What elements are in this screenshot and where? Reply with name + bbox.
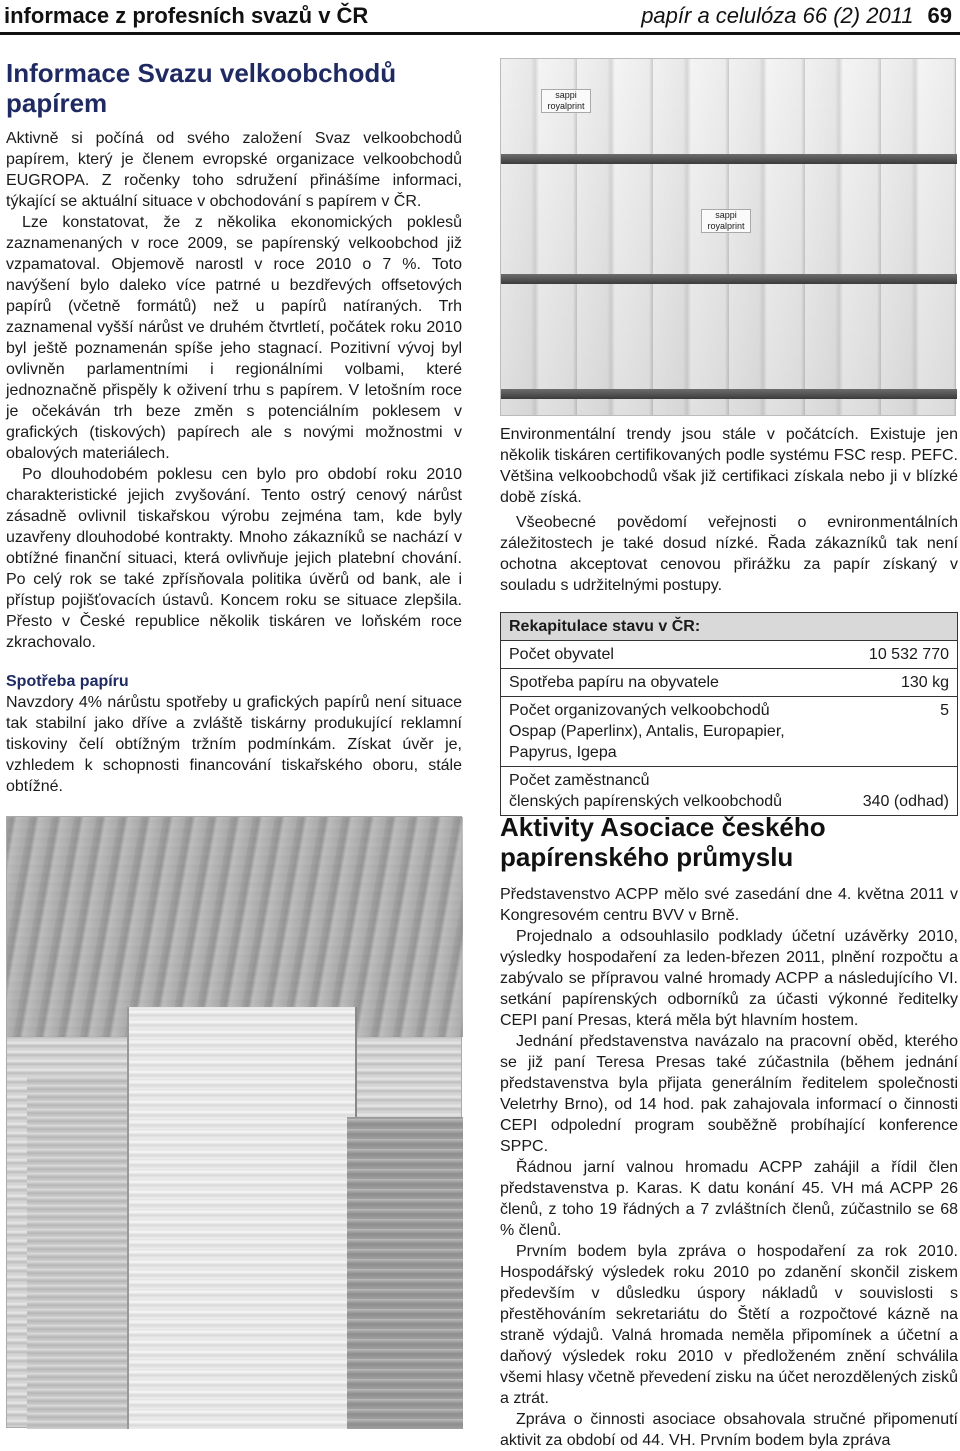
row-value: 5 bbox=[855, 697, 958, 767]
subheading: Spotřeba papíru bbox=[6, 673, 129, 690]
article-acpp bbox=[500, 812, 958, 1451]
table-row bbox=[501, 767, 958, 816]
row-label: Počet obyvatel bbox=[501, 641, 855, 669]
paragraph: Lze konstatovat, že z několika ekonomických poklesů zaznamenaných v roce 2009, se papírenský velkoobchod již vzpamatoval. Objemově narostl v roce 2010 o 7 %. Toto navýšení bylo daleko více patrné u bezdřevých offsetových papírů (včetně formátů) než u papírů natíraných. Trh zaznamenal vyšší nárůst ve druhém čtvrtletí, počátek roku 2010 byl ještě poznamenán spíše jeho stagnací. Pozitivní vývoj byl ovlivněn parlamentními i regionálními volbami, které jednoznačně přispěly k oživení trhu s papírem. V letošním roce je očekáván trh beze změn s potenciálním poklesem v grafických (tiskových) papírech ale s novými možnostmi v obalových materiálech. bbox=[6, 214, 462, 462]
table-row bbox=[501, 697, 958, 767]
paragraph: Po dlouhodobém poklesu cen bylo pro období roku 2010 charakteristické jejich zvyšování. Tento ostrý cenový nárůst zásadně ovlivnil tiskařskou výrobu zejména tam, kde byly uzavřeny dlouhodobé kontrakty. Mnoho zákazníků se nachází v obtížné finanční situaci, která ovlivňuje jejich platební chování. Po celý rok se také zpřísňovala politika úvěrů od bank, ale i přístup pojišťovacích ústavů. Koncem roku se situace zlepšila. Přesto v České republice několik tiskáren ve loňském roce zkrachovalo. bbox=[6, 466, 462, 651]
product-label: sappi royalprint bbox=[701, 209, 751, 233]
table-row bbox=[501, 641, 958, 669]
paragraph: Představenstvo ACPP mělo své zasedání dne 4. května 2011 v Kongresovém centru BVV v Brně. bbox=[500, 886, 958, 924]
product-label: sappi royalprint bbox=[541, 89, 591, 113]
recap-table bbox=[500, 612, 958, 816]
shelf-beam bbox=[501, 389, 957, 399]
shelf-beam bbox=[501, 154, 957, 164]
row-value: 340 (odhad) bbox=[855, 767, 958, 816]
paper-pallet bbox=[347, 1117, 463, 1429]
paper-stack bbox=[27, 1077, 137, 1429]
paper-stack bbox=[127, 1007, 357, 1429]
article-svaz bbox=[6, 58, 462, 797]
row-label bbox=[501, 767, 855, 816]
paragraph: Aktivně si počíná od svého založení Svaz velkoobchodů papírem, který je členem evropské organizace velkoobchodů EUGROPA. Z ročenky toho sdružení přinášíme informaci, týkající se aktuální situace v obchodování s papírem v ČR. bbox=[6, 130, 462, 210]
paragraph: Prvním bodem byla zpráva o hospodaření za rok 2010. Hospodářský výsledek roku 2010 po zdanění skončil ziskem především v důsledku úspory nákladů v souvislosti s přestěhováním sekretariátu do Štětí a rozpočtové kázně na straně výdajů. Valná hromada neměla připomínek a účetní a daňový výsledek roku 2010 v předloženém znění schválila všemi hlasy včetně převedení zisku na účet nerozdělených zisků a ztrát. bbox=[500, 1243, 959, 1407]
paragraph: Jednání představenstva navázalo na pracovní oběd, kterého se již paní Teresa Presas také zúčastnila (během jednání představenstva byla přijata generálním ředitelem společnosti Veletrhy Brno), od 14 hod. pak zahajovala informací o činnosti CEPI odpolední program souběžně probíhající konference SPPC. bbox=[500, 1033, 958, 1155]
paragraph: Řádnou jarní valnou hromadu ACPP zahájil a řídil člen představenstva p. Karas. K datu konání 45. VH má ACPP 26 členů, z toho 19 řádných a 7 zvláštních členů, zúčastnilo se 68 % členů. bbox=[500, 1159, 958, 1239]
row-label bbox=[501, 697, 855, 767]
header-divider bbox=[0, 32, 960, 35]
table-row bbox=[501, 669, 958, 697]
page-number: 69 bbox=[927, 3, 952, 28]
page-header bbox=[0, 0, 960, 34]
paragraph: Projednalo a odsouhlasilo podklady účetní uzávěrky 2010, výsledky hospodaření za leden-březen 2011, plnění rozpočtu a zabývalo se přípravou valné hromady ACPP a následujícího VI. setkání papírenských odborníků za účasti výkonné ředitelky CEPI paní Presas, která měla být hlavním hostem. bbox=[500, 928, 958, 1029]
paragraph: Zpráva o činnosti asociace obsahovala stručné připomenutí aktivit za období od 44. VH. Prvním bodem byla zpráva bbox=[500, 1411, 958, 1449]
environment-text bbox=[500, 424, 958, 596]
warehouse-photo bbox=[500, 58, 956, 416]
section-title: informace z profesních svazů v ČR bbox=[4, 3, 369, 28]
row-note: Ospap (Paperlinx), Antalis, Europapier, Papyrus, Igepa bbox=[509, 723, 785, 761]
paper-stacks-photo bbox=[6, 816, 462, 1428]
recap-table-box bbox=[500, 612, 958, 816]
paragraph: Environmentální trendy jsou stále v počátcích. Existuje jen několik tiskáren certifikovaných podle systému FSC resp. PEFC. Většina velkoobchodů však již certifikaci získala nebo ji v blízké době získá. bbox=[500, 426, 958, 506]
journal-info bbox=[641, 3, 952, 29]
article-title: Aktivity Asociace českého papírenského průmyslu bbox=[500, 812, 826, 872]
row-label-text: Počet organizovaných velkoobchodů bbox=[509, 702, 770, 719]
row-label-text: Počet zaměstnanců bbox=[509, 772, 650, 789]
article-title: Informace Svazu velkoobchodů papírem bbox=[6, 58, 397, 118]
paragraph: Navzdory 4% nárůstu spotřeby u grafických papírů není situace tak stabilní jako dříve a zvláště tiskárny produkující reklamní tiskoviny čelí obtížným tržním podmínkám. Získat úvěr je, vzhledem k schopnosti financování tiskařského oboru, stále obtížné. bbox=[6, 694, 462, 795]
row-label: Spotřeba papíru na obyvatele bbox=[501, 669, 855, 697]
row-value: 130 kg bbox=[855, 669, 958, 697]
journal-name: papír a celulóza 66 (2) 2011 bbox=[641, 3, 914, 28]
table-header bbox=[501, 613, 958, 641]
paragraph: Všeobecné povědomí veřejnosti o evnironmentálních záležitostech je také dosud nízké. Řada zákazníků tak není ochotna akceptovat cenovou přirážku za papír získaný v souladu s udržitelnými postupy. bbox=[500, 514, 958, 594]
table-title: Rekapitulace stavu v ČR: bbox=[501, 613, 958, 641]
row-label-text: členských papírenských velkoobchodů bbox=[509, 793, 783, 810]
hall-roof bbox=[7, 817, 463, 1037]
row-value: 10 532 770 bbox=[855, 641, 958, 669]
shelf-beam bbox=[501, 274, 957, 284]
